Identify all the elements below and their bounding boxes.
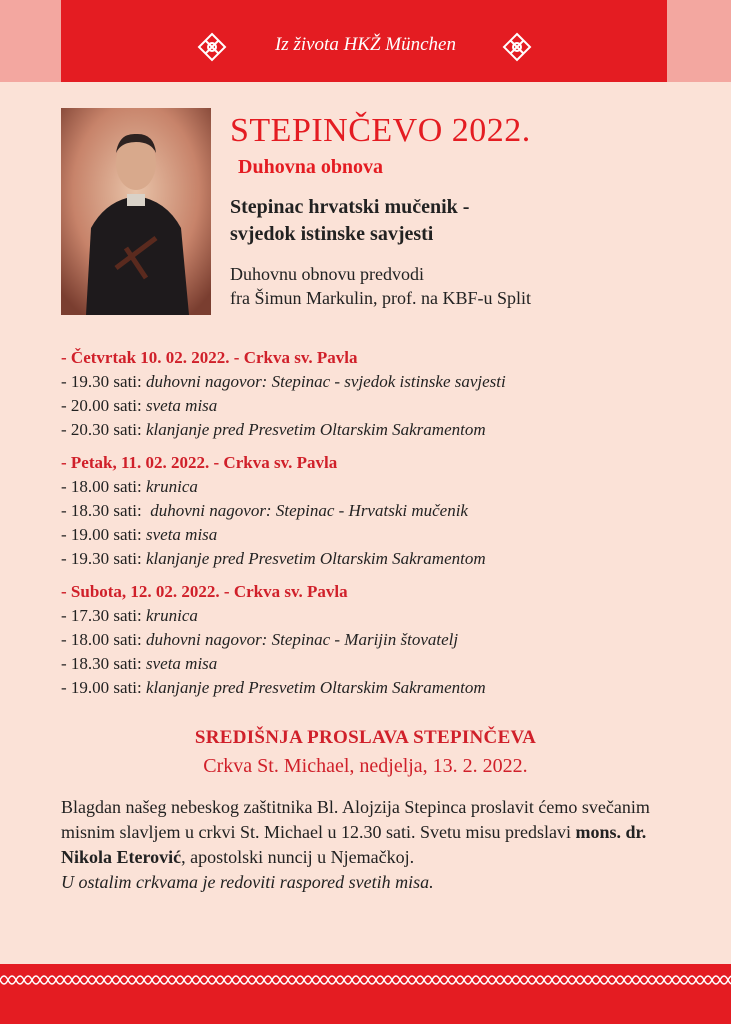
schedule-entry bbox=[61, 499, 701, 523]
entry-desc: duhovni nagovor: Stepinac - Marijin štovatelj bbox=[146, 630, 459, 649]
braid-pattern-icon bbox=[0, 972, 731, 988]
entry-desc: klanjanje pred Presvetim Oltarskim Sakramentom bbox=[146, 420, 486, 439]
main-title: STEPINČEVO 2022. bbox=[230, 112, 531, 149]
central-celebration-subtitle: Crkva St. Michael, nedjelja, 13. 2. 2022. bbox=[203, 755, 528, 777]
knot-ornament-icon bbox=[502, 32, 532, 62]
entry-time: - 19.30 sati: bbox=[61, 372, 146, 391]
description-text: Blagdan našeg nebeskog zaštitnika Bl. Alojzija Stepinca proslavit ćemo svečanim misnim slavljem u crkvi St. Michael u 12.30 sati. Svetu misu predslavi bbox=[61, 797, 650, 842]
theme-title bbox=[230, 194, 469, 248]
schedule-entry bbox=[61, 523, 701, 547]
entry-time: - 20.30 sati: bbox=[61, 420, 146, 439]
schedule-entry bbox=[61, 370, 701, 394]
schedule-entry bbox=[61, 604, 701, 628]
entry-time: - 20.00 sati: bbox=[61, 396, 146, 415]
entry-desc: sveta misa bbox=[146, 654, 218, 673]
entry-desc: sveta misa bbox=[146, 525, 218, 544]
entry-time: - 19.00 sati: bbox=[61, 678, 146, 697]
entry-time: - 18.00 sati: bbox=[61, 477, 146, 496]
entry-desc: klanjanje pred Presvetim Oltarskim Sakramentom bbox=[146, 678, 486, 697]
entry-time: - 17.30 sati: bbox=[61, 606, 146, 625]
schedule-entry bbox=[61, 394, 701, 418]
entry-desc: duhovni nagovor: Stepinac - svjedok istinske savjesti bbox=[146, 372, 506, 391]
header-title: Iz života HKŽ München bbox=[274, 34, 456, 55]
description-text: , apostolski nuncij u Njemačkoj. bbox=[181, 847, 415, 867]
entry-desc: krunica bbox=[146, 606, 198, 625]
stepinac-portrait bbox=[61, 108, 211, 315]
entry-desc: sveta misa bbox=[146, 396, 218, 415]
schedule-entry bbox=[61, 418, 701, 442]
schedule-day-saturday bbox=[61, 580, 701, 700]
schedule-note: U ostalim crkvama je redoviti raspored svetih misa. bbox=[61, 872, 434, 892]
schedule-day-thursday bbox=[61, 346, 701, 442]
schedule-entry bbox=[61, 547, 701, 571]
schedule-entry bbox=[61, 628, 701, 652]
entry-time: - 18.30 sati: bbox=[61, 654, 146, 673]
subtitle: Duhovna obnova bbox=[238, 156, 384, 178]
celebration-description bbox=[61, 795, 701, 895]
schedule bbox=[61, 346, 701, 709]
celebrant-name: mons. dr. Nikola Eterović bbox=[61, 822, 647, 867]
entry-desc: duhovni nagovor: Stepinac - Hrvatski mučenik bbox=[150, 501, 468, 520]
entry-time: - 18.30 sati: bbox=[61, 501, 151, 520]
day-heading: - Četvrtak 10. 02. 2022. - Crkva sv. Pavla bbox=[61, 348, 358, 367]
entry-desc: krunica bbox=[146, 477, 198, 496]
schedule-entry bbox=[61, 652, 701, 676]
day-heading: - Subota, 12. 02. 2022. - Crkva sv. Pavla bbox=[61, 582, 348, 601]
theme-line: svjedok istinske savjesti bbox=[230, 223, 434, 245]
leader-line: fra Šimun Markulin, prof. na KBF-u Split bbox=[230, 288, 531, 308]
leader-line: Duhovnu obnovu predvodi bbox=[230, 264, 424, 284]
day-heading: - Petak, 11. 02. 2022. - Crkva sv. Pavla bbox=[61, 453, 338, 472]
entry-time: - 19.30 sati: bbox=[61, 549, 146, 568]
schedule-entry bbox=[61, 475, 701, 499]
schedule-day-friday bbox=[61, 451, 701, 571]
schedule-entry bbox=[61, 676, 701, 700]
central-celebration-title: SREDIŠNJA PROSLAVA STEPINČEVA bbox=[194, 727, 537, 748]
leader-info bbox=[230, 262, 531, 310]
entry-time: - 19.00 sati: bbox=[61, 525, 146, 544]
entry-time: - 18.00 sati: bbox=[61, 630, 146, 649]
entry-desc: klanjanje pred Presvetim Oltarskim Sakramentom bbox=[146, 549, 486, 568]
theme-line: Stepinac hrvatski mučenik - bbox=[230, 196, 470, 218]
